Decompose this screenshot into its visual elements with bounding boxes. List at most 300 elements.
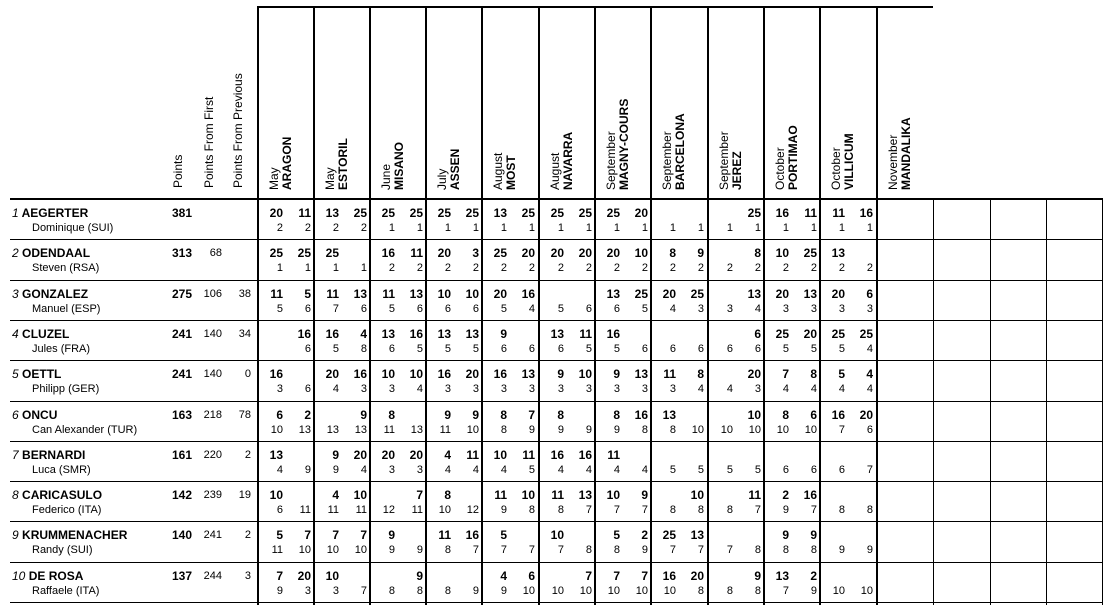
race-position: 5	[726, 464, 733, 476]
race-position: 3	[528, 383, 535, 395]
race-points: 11	[382, 287, 395, 301]
rider-firstname-nation: Luca (SMR)	[32, 464, 91, 476]
points-from-previous: 19	[238, 489, 251, 501]
race-position: 6	[388, 343, 395, 355]
race-position: 2	[613, 262, 620, 274]
race-points: 20	[465, 367, 479, 381]
event-month: May	[323, 167, 337, 190]
race-position: 7	[754, 504, 761, 516]
rider-firstname-nation: Manuel (ESP)	[32, 303, 101, 315]
race-position: 5	[641, 303, 648, 315]
race-points: 7	[641, 569, 648, 583]
event-header-3	[380, 142, 406, 190]
race-points: 5	[613, 528, 620, 542]
race-points: 10	[690, 488, 704, 502]
race-points: 8	[613, 408, 620, 422]
race-position: 4	[360, 464, 367, 476]
race-points: 10	[465, 287, 479, 301]
race-points: 7	[613, 569, 620, 583]
race-points: 8	[697, 367, 704, 381]
race-position: 6	[613, 303, 620, 315]
race-points: 9	[557, 367, 564, 381]
race-points: 4	[360, 327, 367, 341]
race-position: 8	[585, 544, 592, 556]
rider-points: 275	[171, 287, 192, 301]
race-points: 25	[831, 327, 845, 341]
race-position: 1	[332, 262, 339, 274]
race-position: 6	[304, 303, 311, 315]
race-points: 4	[444, 448, 451, 462]
race-position: 4	[500, 464, 507, 476]
race-points: 25	[690, 287, 704, 301]
race-points: 4	[332, 488, 339, 502]
race-position: 5	[782, 343, 789, 355]
event-header-12	[887, 117, 913, 190]
race-position: 7	[838, 424, 845, 436]
race-position: 4	[472, 464, 479, 476]
race-position: 13	[326, 424, 339, 436]
race-position: 4	[726, 383, 733, 395]
race-points: 7	[585, 569, 592, 583]
race-position: 1	[754, 222, 761, 234]
race-points: 8	[500, 408, 507, 422]
race-points: 25	[578, 206, 592, 220]
race-points: 25	[493, 246, 507, 260]
table-row	[0, 199, 1114, 239]
race-points: 11	[410, 246, 423, 260]
row-divider	[10, 602, 1102, 603]
race-position: 3	[360, 383, 367, 395]
race-points: 16	[831, 408, 845, 422]
race-position: 1	[782, 222, 789, 234]
event-header-2	[324, 138, 350, 190]
event-name: BARCELONA	[673, 113, 687, 190]
race-points: 11	[607, 448, 620, 462]
race-position: 7	[613, 504, 620, 516]
race-position: 10	[635, 585, 648, 597]
table-row	[0, 481, 1114, 521]
race-position: 12	[466, 504, 479, 516]
race-points: 25	[634, 287, 648, 301]
race-points: 20	[550, 246, 564, 260]
race-position: 7	[585, 504, 592, 516]
race-points: 20	[690, 569, 704, 583]
race-points: 11	[466, 448, 479, 462]
race-points: 11	[551, 488, 564, 502]
event-name: MISANO	[392, 142, 406, 190]
points-from-first: 220	[203, 449, 222, 461]
race-position: 3	[585, 383, 592, 395]
table-row	[0, 562, 1114, 602]
race-position: 7	[697, 544, 704, 556]
race-points: 9	[500, 327, 507, 341]
race-points: 20	[521, 246, 535, 260]
race-points: 20	[606, 246, 620, 260]
race-points: 10	[550, 528, 564, 542]
event-header-4	[436, 149, 462, 190]
rider-name	[12, 448, 85, 462]
event-header-7	[605, 99, 631, 190]
race-points: 13	[775, 569, 789, 583]
rider-surname: GONZALEZ	[22, 287, 89, 301]
race-points: 13	[606, 287, 620, 301]
race-points: 20	[409, 448, 423, 462]
race-position: 13	[354, 424, 367, 436]
race-position: 10	[804, 424, 817, 436]
race-position: 1	[838, 222, 845, 234]
rider-firstname-nation: Jules (FRA)	[32, 343, 91, 355]
race-position: 9	[500, 504, 507, 516]
race-position: 3	[641, 383, 648, 395]
race-points: 9	[754, 569, 761, 583]
event-month: May	[267, 167, 281, 190]
points-from-first: 68	[209, 247, 222, 259]
race-points: 13	[747, 287, 761, 301]
race-position: 8	[528, 504, 535, 516]
race-points: 10	[269, 488, 283, 502]
event-month: July	[435, 168, 449, 190]
race-position: 2	[500, 262, 507, 274]
race-position: 2	[782, 262, 789, 274]
race-position: 1	[866, 222, 873, 234]
race-position: 7	[472, 544, 479, 556]
race-points: 13	[353, 287, 367, 301]
race-points: 9	[810, 528, 817, 542]
rider-name	[12, 327, 69, 341]
race-position: 2	[528, 262, 535, 274]
rider-surname: ODENDAAL	[22, 246, 91, 260]
race-points: 25	[353, 206, 367, 220]
race-position: 3	[754, 383, 761, 395]
race-position: 5	[332, 343, 339, 355]
race-points: 9	[613, 367, 620, 381]
race-position: 5	[528, 464, 535, 476]
race-points: 10	[493, 448, 507, 462]
race-position: 8	[500, 424, 507, 436]
rider-points: 161	[171, 448, 192, 462]
race-position: 8	[726, 504, 733, 516]
race-points: 7	[304, 528, 311, 542]
race-points: 10	[409, 367, 423, 381]
race-points: 9	[444, 408, 451, 422]
race-points: 5	[276, 528, 283, 542]
points-from-previous: 78	[238, 409, 251, 421]
race-position: 5	[838, 343, 845, 355]
race-position: 9	[276, 585, 283, 597]
race-position: 10	[438, 504, 451, 516]
race-points: 20	[662, 287, 676, 301]
table-row	[0, 239, 1114, 279]
race-position: 7	[360, 585, 367, 597]
race-points: 13	[409, 287, 423, 301]
race-position: 2	[472, 262, 479, 274]
race-position: 10	[551, 585, 564, 597]
race-points: 2	[304, 408, 311, 422]
event-header-11	[830, 133, 856, 190]
race-position: 6	[276, 504, 283, 516]
rider-position: 9	[12, 528, 19, 542]
race-points: 25	[803, 246, 817, 260]
race-position: 10	[607, 585, 620, 597]
race-points: 13	[690, 528, 704, 542]
race-position: 8	[444, 544, 451, 556]
rider-firstname-nation: Can Alexander (TUR)	[32, 424, 138, 436]
race-points: 20	[437, 246, 451, 260]
rider-position: 3	[12, 287, 19, 301]
race-position: 4	[641, 464, 648, 476]
race-points: 11	[494, 488, 507, 502]
race-points: 13	[493, 206, 507, 220]
rider-position: 7	[12, 448, 19, 462]
race-points: 11	[663, 367, 676, 381]
race-position: 1	[528, 222, 535, 234]
race-points: 7	[276, 569, 283, 583]
event-name: MAGNY-COURS	[617, 98, 631, 190]
race-position: 1	[472, 222, 479, 234]
race-position: 3	[613, 383, 620, 395]
race-position: 8	[613, 544, 620, 556]
rider-name	[12, 367, 61, 381]
event-month: June	[379, 163, 393, 190]
race-position: 6	[528, 343, 535, 355]
race-position: 1	[697, 222, 704, 234]
points-from-first: 241	[203, 529, 222, 541]
race-position: 10	[832, 585, 845, 597]
race-points: 16	[465, 528, 479, 542]
race-points: 8	[669, 246, 676, 260]
race-position: 3	[276, 383, 283, 395]
race-position: 4	[332, 383, 339, 395]
race-points: 13	[381, 327, 395, 341]
race-position: 6	[416, 303, 423, 315]
race-position: 11	[383, 424, 395, 436]
race-points: 2	[641, 528, 648, 542]
race-points: 20	[325, 367, 339, 381]
race-position: 3	[388, 464, 395, 476]
rider-points: 137	[171, 569, 192, 583]
race-position: 8	[754, 544, 761, 556]
race-position: 8	[810, 544, 817, 556]
rider-surname: BERNARDI	[22, 448, 86, 462]
race-points: 13	[550, 327, 564, 341]
points-from-first: 244	[203, 570, 222, 582]
rider-firstname-nation: Dominique (SUI)	[32, 222, 114, 234]
event-header-6	[549, 132, 575, 190]
race-position: 5	[557, 303, 564, 315]
race-position: 3	[866, 303, 873, 315]
rider-position: 2	[12, 246, 19, 260]
race-points: 11	[579, 327, 592, 341]
event-header-1	[268, 137, 294, 190]
race-position: 4	[866, 343, 873, 355]
race-position: 2	[332, 222, 339, 234]
race-points: 20	[831, 287, 845, 301]
rider-points: 381	[171, 206, 192, 220]
race-position: 6	[585, 303, 592, 315]
event-month: October	[773, 147, 787, 190]
race-points: 25	[859, 327, 873, 341]
race-position: 7	[866, 464, 873, 476]
rider-points: 163	[171, 408, 192, 422]
race-position: 4	[782, 383, 789, 395]
race-position: 7	[782, 585, 789, 597]
race-position: 2	[557, 262, 564, 274]
race-position: 2	[416, 262, 423, 274]
rider-position: 8	[12, 488, 19, 502]
race-position: 2	[388, 262, 395, 274]
race-points: 5	[304, 287, 311, 301]
race-position: 8	[360, 343, 367, 355]
race-position: 5	[613, 343, 620, 355]
race-points: 10	[521, 488, 535, 502]
table-row	[0, 360, 1114, 400]
race-position: 8	[754, 585, 761, 597]
race-points: 4	[500, 569, 507, 583]
race-points: 9	[641, 488, 648, 502]
rider-surname: ONCU	[22, 408, 58, 422]
race-points: 8	[754, 246, 761, 260]
race-points: 20	[747, 367, 761, 381]
race-position: 5	[444, 343, 451, 355]
race-position: 1	[669, 222, 676, 234]
race-position: 5	[697, 464, 704, 476]
race-position: 2	[641, 262, 648, 274]
race-position: 10	[466, 424, 479, 436]
race-position: 2	[726, 262, 733, 274]
race-position: 5	[585, 343, 592, 355]
race-position: 13	[298, 424, 311, 436]
race-points: 16	[493, 367, 507, 381]
table-row	[0, 320, 1114, 360]
race-points: 8	[810, 367, 817, 381]
race-position: 8	[669, 504, 676, 516]
points-from-first: 140	[203, 328, 222, 340]
race-points: 9	[782, 528, 789, 542]
event-name: MOST	[504, 155, 518, 190]
race-position: 10	[663, 585, 676, 597]
race-position: 3	[669, 383, 676, 395]
rider-surname: AEGERTER	[21, 206, 89, 220]
race-position: 8	[388, 585, 395, 597]
event-name: ASSEN	[448, 148, 462, 190]
race-position: 3	[697, 303, 704, 315]
race-points: 7	[332, 528, 339, 542]
race-position: 9	[838, 544, 845, 556]
race-position: 6	[304, 383, 311, 395]
race-points: 16	[269, 367, 283, 381]
race-points: 9	[472, 408, 479, 422]
race-points: 16	[803, 488, 817, 502]
rider-surname: DE ROSA	[28, 569, 84, 583]
race-position: 9	[782, 504, 789, 516]
race-points: 11	[298, 206, 311, 220]
rider-name	[12, 528, 127, 542]
race-position: 7	[669, 544, 676, 556]
race-position: 4	[585, 464, 592, 476]
race-points: 13	[578, 488, 592, 502]
race-position: 7	[726, 544, 733, 556]
table-row	[0, 280, 1114, 320]
race-position: 6	[557, 343, 564, 355]
race-position: 10	[776, 424, 789, 436]
race-position: 9	[641, 544, 648, 556]
race-points: 11	[832, 206, 845, 220]
rider-position: 10	[12, 569, 26, 583]
race-points: 9	[697, 246, 704, 260]
race-position: 6	[782, 464, 789, 476]
race-points: 9	[388, 528, 395, 542]
race-points: 25	[747, 206, 761, 220]
race-position: 8	[838, 504, 845, 516]
race-position: 11	[411, 504, 423, 516]
race-points: 16	[325, 327, 339, 341]
race-position: 10	[860, 585, 873, 597]
rider-position: 5	[12, 367, 19, 381]
race-points: 5	[500, 528, 507, 542]
race-points: 16	[578, 448, 592, 462]
race-position: 9	[472, 585, 479, 597]
points-from-first: 239	[203, 489, 222, 501]
race-points: 10	[634, 246, 648, 260]
race-position: 9	[557, 424, 564, 436]
race-points: 20	[803, 327, 817, 341]
rider-points: 241	[171, 327, 192, 341]
race-position: 2	[866, 262, 873, 274]
event-name: JEREZ	[730, 151, 744, 190]
race-points: 6	[866, 287, 873, 301]
race-points: 20	[381, 448, 395, 462]
race-points: 25	[437, 206, 451, 220]
race-points: 10	[437, 287, 451, 301]
race-position: 1	[810, 222, 817, 234]
rider-name	[12, 408, 57, 422]
race-points: 11	[326, 287, 339, 301]
race-points: 20	[775, 287, 789, 301]
race-position: 2	[669, 262, 676, 274]
race-position: 3	[557, 383, 564, 395]
header-top-rule	[257, 6, 933, 8]
rider-name	[12, 287, 88, 301]
race-points: 13	[269, 448, 283, 462]
points-from-first-header: Points From First	[202, 96, 216, 188]
race-position: 9	[332, 464, 339, 476]
points-from-first: 218	[203, 409, 222, 421]
event-name: ESTORIL	[336, 138, 350, 190]
event-month: October	[829, 147, 843, 190]
race-points: 13	[634, 367, 648, 381]
race-points: 10	[775, 246, 789, 260]
event-name: MANDALIKA	[899, 117, 913, 190]
race-points: 13	[437, 327, 451, 341]
race-position: 9	[528, 424, 535, 436]
race-position: 11	[439, 424, 451, 436]
race-points: 8	[388, 408, 395, 422]
race-position: 3	[304, 585, 311, 597]
race-points: 11	[804, 206, 817, 220]
race-position: 7	[332, 303, 339, 315]
race-position: 6	[360, 303, 367, 315]
race-points: 11	[522, 448, 535, 462]
race-position: 11	[327, 504, 339, 516]
race-position: 3	[838, 303, 845, 315]
event-month: November	[886, 134, 900, 190]
race-points: 25	[606, 206, 620, 220]
race-points: 5	[838, 367, 845, 381]
points-from-previous: 2	[244, 529, 251, 541]
race-position: 3	[444, 383, 451, 395]
rider-points: 142	[171, 488, 192, 502]
race-position: 1	[360, 262, 367, 274]
